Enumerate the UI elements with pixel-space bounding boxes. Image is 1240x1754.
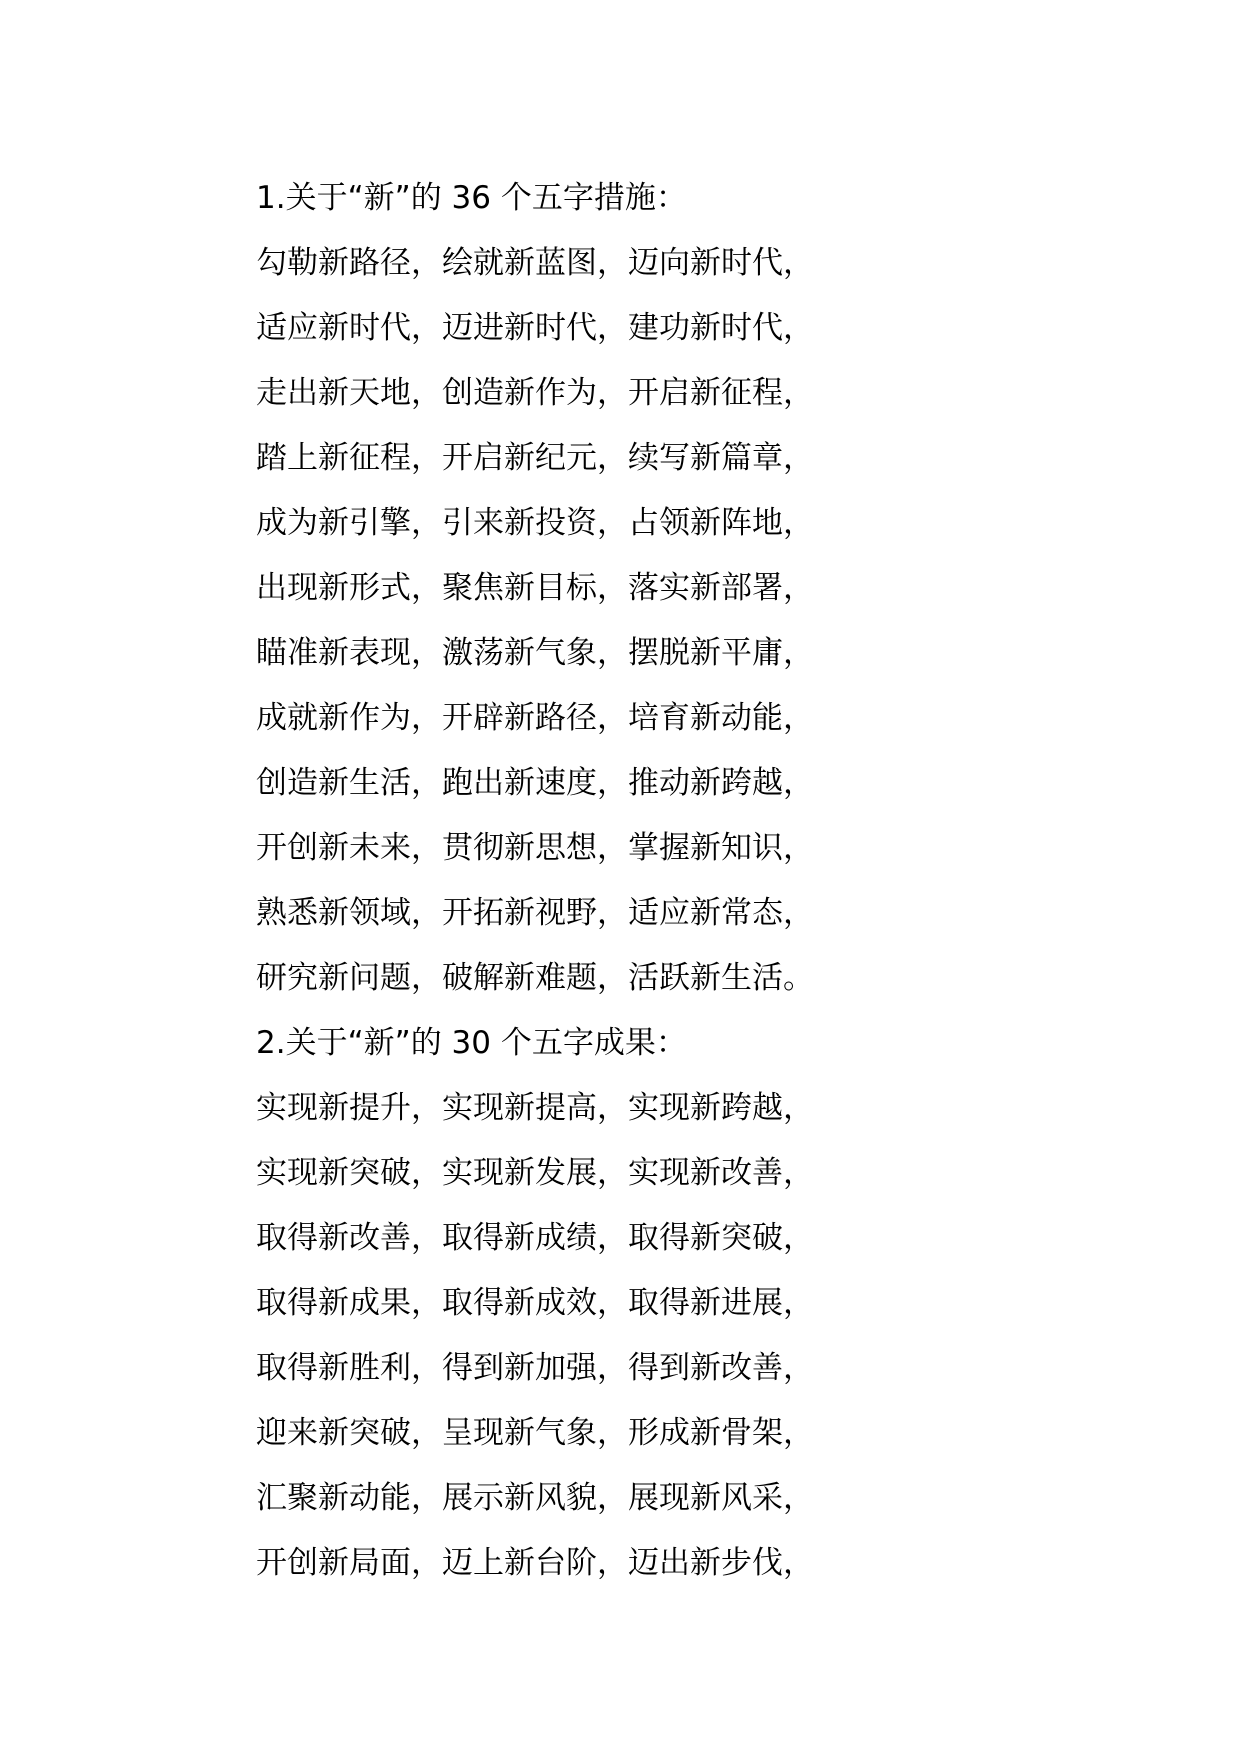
document-body <box>256 166 1156 1596</box>
text-line: 取得新胜利，得到新加强，得到新改善， <box>256 1350 814 1386</box>
section-heading-results: 2.关于“新”的 30 个五字成果： <box>256 1025 687 1061</box>
text-line: 实现新突破，实现新发展，实现新改善， <box>256 1155 814 1191</box>
text-line: 勾勒新路径，绘就新蓝图，迈向新时代， <box>256 245 814 281</box>
text-line: 出现新形式，聚焦新目标，落实新部署， <box>256 570 814 606</box>
text-line: 研究新问题，破解新难题，活跃新生活。 <box>256 960 814 996</box>
text-line: 熟悉新领域，开拓新视野，适应新常态， <box>256 895 814 931</box>
text-line: 创造新生活，跑出新速度，推动新跨越， <box>256 765 814 801</box>
text-line: 成为新引擎，引来新投资，占领新阵地， <box>256 505 814 541</box>
text-line: 汇聚新动能，展示新风貌，展现新风采， <box>256 1480 814 1516</box>
text-line: 开创新局面，迈上新台阶，迈出新步伐， <box>256 1545 814 1581</box>
text-line: 踏上新征程，开启新纪元，续写新篇章， <box>256 440 814 476</box>
section-heading-measures: 1.关于“新”的 36 个五字措施： <box>256 180 687 216</box>
text-line: 瞄准新表现，激荡新气象，摆脱新平庸， <box>256 635 814 671</box>
text-line: 取得新成果，取得新成效，取得新进展， <box>256 1285 814 1321</box>
text-line: 走出新天地，创造新作为，开启新征程， <box>256 375 814 411</box>
text-line: 迎来新突破，呈现新气象，形成新骨架， <box>256 1415 814 1451</box>
text-line: 适应新时代，迈进新时代，建功新时代， <box>256 310 814 346</box>
text-line: 成就新作为，开辟新路径，培育新动能， <box>256 700 814 736</box>
text-line: 取得新改善，取得新成绩，取得新突破， <box>256 1220 814 1256</box>
text-line: 实现新提升，实现新提高，实现新跨越， <box>256 1090 814 1126</box>
text-line: 开创新未来，贯彻新思想，掌握新知识， <box>256 830 814 866</box>
